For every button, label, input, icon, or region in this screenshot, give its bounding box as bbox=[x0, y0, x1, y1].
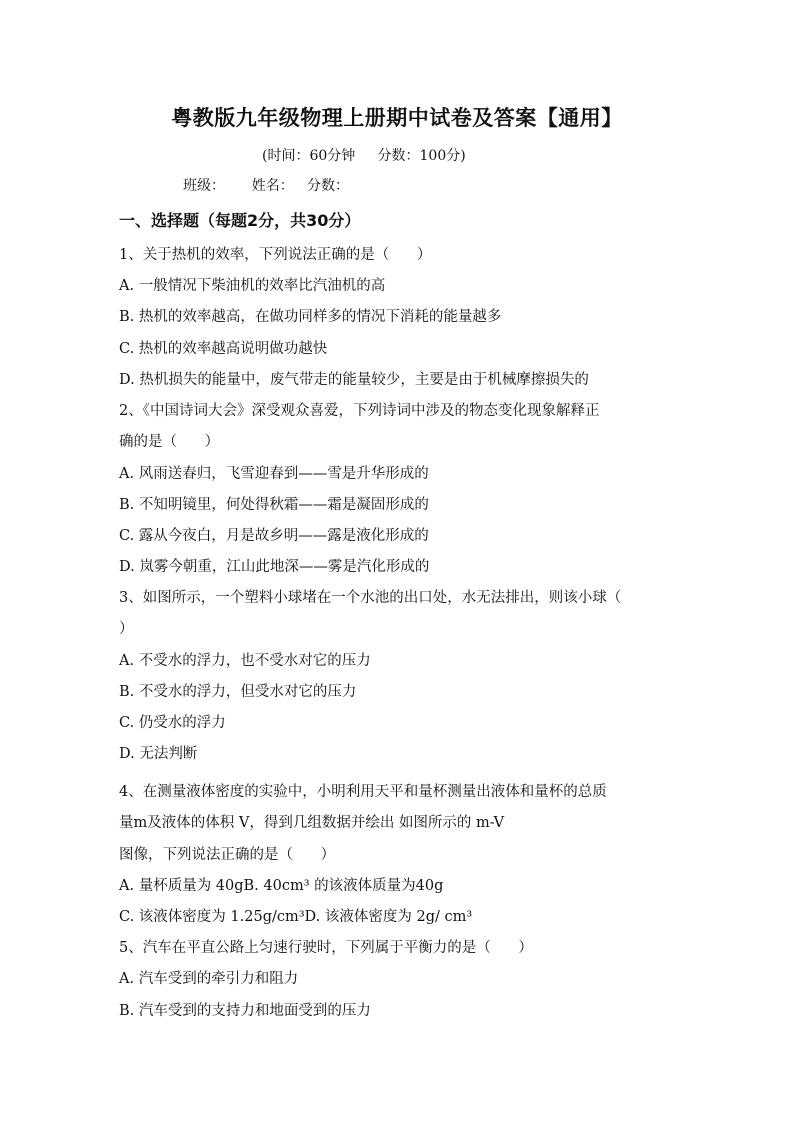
section-heading-choice: 一、选择题（每题2分，共30分） bbox=[119, 211, 361, 230]
question-2: 2、《中国诗词大会》深受观众喜爱，下列诗词中涉及的物态变化现象解释正 bbox=[119, 403, 600, 419]
question-4-options-cd: C. 该液体密度为 1.25g/cm³D. 该液体密度为 2g/ cm³ bbox=[119, 909, 473, 925]
question-2-option-d: D. 岚雾今朝重，江山此地深——雾是汽化形成的 bbox=[119, 559, 430, 575]
question-4-options-ab: A. 量杯质量为 40gB. 40cm³ 的该液体质量为40g bbox=[119, 878, 444, 894]
question-4-cont-2: 图像，下列说法正确的是（ ） bbox=[119, 847, 336, 863]
question-1-option-d: D. 热机损失的能量中，废气带走的能量较少，主要是由于机械摩擦损失的 bbox=[119, 372, 589, 388]
question-3-option-c: C. 仍受水的浮力 bbox=[119, 715, 226, 731]
question-2-option-a: A. 风雨送春归，飞雪迎春到——雪是升华形成的 bbox=[119, 466, 429, 482]
question-4: 4、在测量液体密度的实验中，小明利用天平和量杯测量出液体和量杯的总质 bbox=[119, 784, 607, 800]
question-5-option-b: B. 汽车受到的支持力和地面受到的压力 bbox=[119, 1003, 371, 1019]
student-info-line: 班级： 姓名： 分数： bbox=[183, 178, 350, 194]
question-3-option-a: A. 不受水的浮力，也不受水对它的压力 bbox=[119, 653, 371, 669]
question-1-option-c: C. 热机的效率越高说明做功越快 bbox=[119, 341, 328, 357]
question-5: 5、汽车在平直公路上匀速行驶时，下列属于平衡力的是（ ） bbox=[119, 940, 533, 956]
question-3-cont: ） bbox=[119, 621, 134, 637]
question-1: 1、关于热机的效率，下列说法正确的是（ ） bbox=[119, 247, 432, 263]
exam-time-score: (时间：60分钟 分数：100分) bbox=[262, 148, 466, 164]
page-title: 粤教版九年级物理上册期中试卷及答案【通用】 bbox=[171, 106, 623, 130]
question-3: 3、如图所示，一个塑料小球堵在一个水池的出口处，水无法排出，则该小球（ bbox=[119, 590, 622, 606]
question-3-option-d: D. 无法判断 bbox=[119, 746, 198, 762]
question-2-cont: 确的是（ ） bbox=[119, 434, 220, 450]
question-1-option-a: A. 一般情况下柴油机的效率比汽油机的高 bbox=[119, 278, 386, 294]
question-5-option-a: A. 汽车受到的牵引力和阻力 bbox=[119, 971, 299, 987]
question-2-option-c: C. 露从今夜白，月是故乡明——露是液化形成的 bbox=[119, 528, 429, 544]
question-2-option-b: B. 不知明镜里，何处得秋霜——霜是凝固形成的 bbox=[119, 497, 429, 513]
question-4-cont-1: 量m及液体的体积 V，得到几组数据并绘出 如图所示的 m-V bbox=[119, 815, 505, 831]
question-1-option-b: B. 热机的效率越高，在做功同样多的情况下消耗的能量越多 bbox=[119, 309, 502, 325]
question-3-option-b: B. 不受水的浮力，但受水对它的压力 bbox=[119, 684, 357, 700]
